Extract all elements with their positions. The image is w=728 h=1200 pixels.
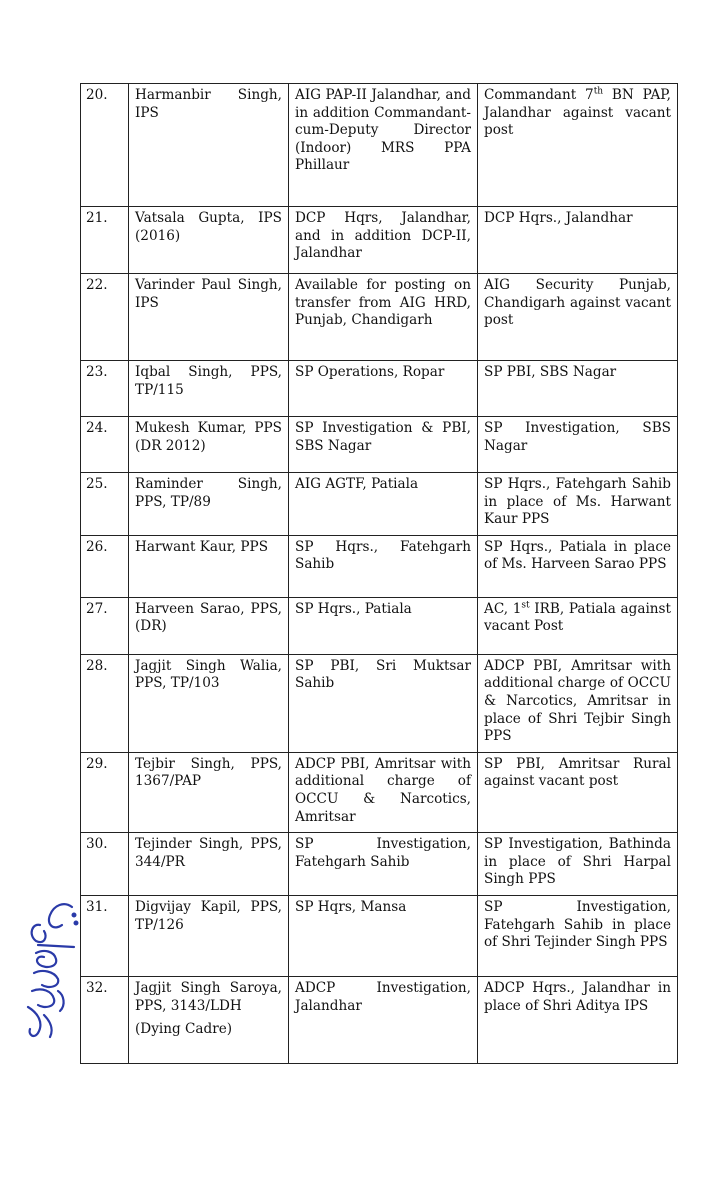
serial-number: 26. [81,535,129,597]
serial-number: 22. [81,274,129,361]
transfer-table [80,83,678,1064]
officer-name: Tejbir Singh, PPS, 1367/PAP [129,752,289,832]
current-posting: SP Hqrs., Patiala [289,597,478,654]
table-row [81,535,678,597]
table-row [81,895,678,976]
serial-number: 30. [81,833,129,896]
current-posting: AIG PAP-II Jalandhar, and in addition Commandant-cum-Deputy Director (Indoor) MRS PPA Phillaur [289,84,478,207]
current-posting: SP PBI, Sri Muktsar Sahib [289,654,478,752]
current-posting: AIG AGTF, Patiala [289,473,478,536]
officer-name: Digvijay Kapil, PPS, TP/126 [129,895,289,976]
new-posting: SP Hqrs., Patiala in place of Ms. Harveen Sarao PPS [478,535,678,597]
table-row [81,417,678,473]
serial-number: 20. [81,84,129,207]
officer-name: Tejinder Singh, PPS, 344/PR [129,833,289,896]
table-row [81,654,678,752]
table-row [81,597,678,654]
officer-name [129,976,289,1063]
serial-number: 24. [81,417,129,473]
new-posting: ADCP PBI, Amritsar with additional charge of OCCU & Narcotics, Amritsar in place of Shri Tejbir Singh PPS [478,654,678,752]
officer-name: Jagjit Singh Walia, PPS, TP/103 [129,654,289,752]
table-row [81,752,678,832]
serial-number: 28. [81,654,129,752]
current-posting: ADCP Investigation, Jalandhar [289,976,478,1063]
signature-image [14,895,86,1045]
serial-number: 32. [81,976,129,1063]
current-posting: SP Operations, Ropar [289,361,478,417]
current-posting: SP Investigation & PBI, SBS Nagar [289,417,478,473]
officer-name-note: (Dying Cadre) [135,1021,233,1038]
current-posting: SP Hqrs., Fatehgarh Sahib [289,535,478,597]
current-posting: SP Investigation, Fatehgarh Sahib [289,833,478,896]
new-posting: AC, 1st IRB, Patiala against vacant Post [478,597,678,654]
current-posting: DCP Hqrs, Jalandhar, and in addition DCP-II, Jalandhar [289,207,478,274]
officer-name: Iqbal Singh, PPS, TP/115 [129,361,289,417]
serial-number: 21. [81,207,129,274]
new-posting: DCP Hqrs., Jalandhar [478,207,678,274]
serial-number: 23. [81,361,129,417]
current-posting: Available for posting on transfer from AIG HRD, Punjab, Chandigarh [289,274,478,361]
new-posting: SP Investigation, Fatehgarh Sahib in place of Shri Tejinder Singh PPS [478,895,678,976]
officer-name: Mukesh Kumar, PPS (DR 2012) [129,417,289,473]
officer-name: Varinder Paul Singh, IPS [129,274,289,361]
serial-number: 27. [81,597,129,654]
table-row [81,207,678,274]
new-posting: ADCP Hqrs., Jalandhar in place of Shri Aditya IPS [478,976,678,1063]
serial-number: 31. [81,895,129,976]
new-posting: SP Hqrs., Fatehgarh Sahib in place of Ms. Harwant Kaur PPS [478,473,678,536]
serial-number: 25. [81,473,129,536]
new-posting: SP PBI, Amritsar Rural against vacant post [478,752,678,832]
officer-name-text: Jagjit Singh Saroya, PPS, 3143/LDH [135,979,282,1014]
officer-name: Raminder Singh, PPS, TP/89 [129,473,289,536]
current-posting: SP Hqrs, Mansa [289,895,478,976]
table-row [81,84,678,207]
table-row [81,473,678,536]
officer-name: Vatsala Gupta, IPS (2016) [129,207,289,274]
serial-number: 29. [81,752,129,832]
current-posting: ADCP PBI, Amritsar with additional charge of OCCU & Narcotics, Amritsar [289,752,478,832]
new-posting: AIG Security Punjab, Chandigarh against vacant post [478,274,678,361]
table-row [81,361,678,417]
new-posting: SP Investigation, SBS Nagar [478,417,678,473]
table-row [81,833,678,896]
officer-name: Harveen Sarao, PPS, (DR) [129,597,289,654]
officer-name: Harmanbir Singh, IPS [129,84,289,207]
table-row [81,976,678,1063]
new-posting: SP Investigation, Bathinda in place of Shri Harpal Singh PPS [478,833,678,896]
table-row [81,274,678,361]
new-posting: Commandant 7th BN PAP, Jalandhar against vacant post [478,84,678,207]
new-posting: SP PBI, SBS Nagar [478,361,678,417]
officer-name: Harwant Kaur, PPS [129,535,289,597]
